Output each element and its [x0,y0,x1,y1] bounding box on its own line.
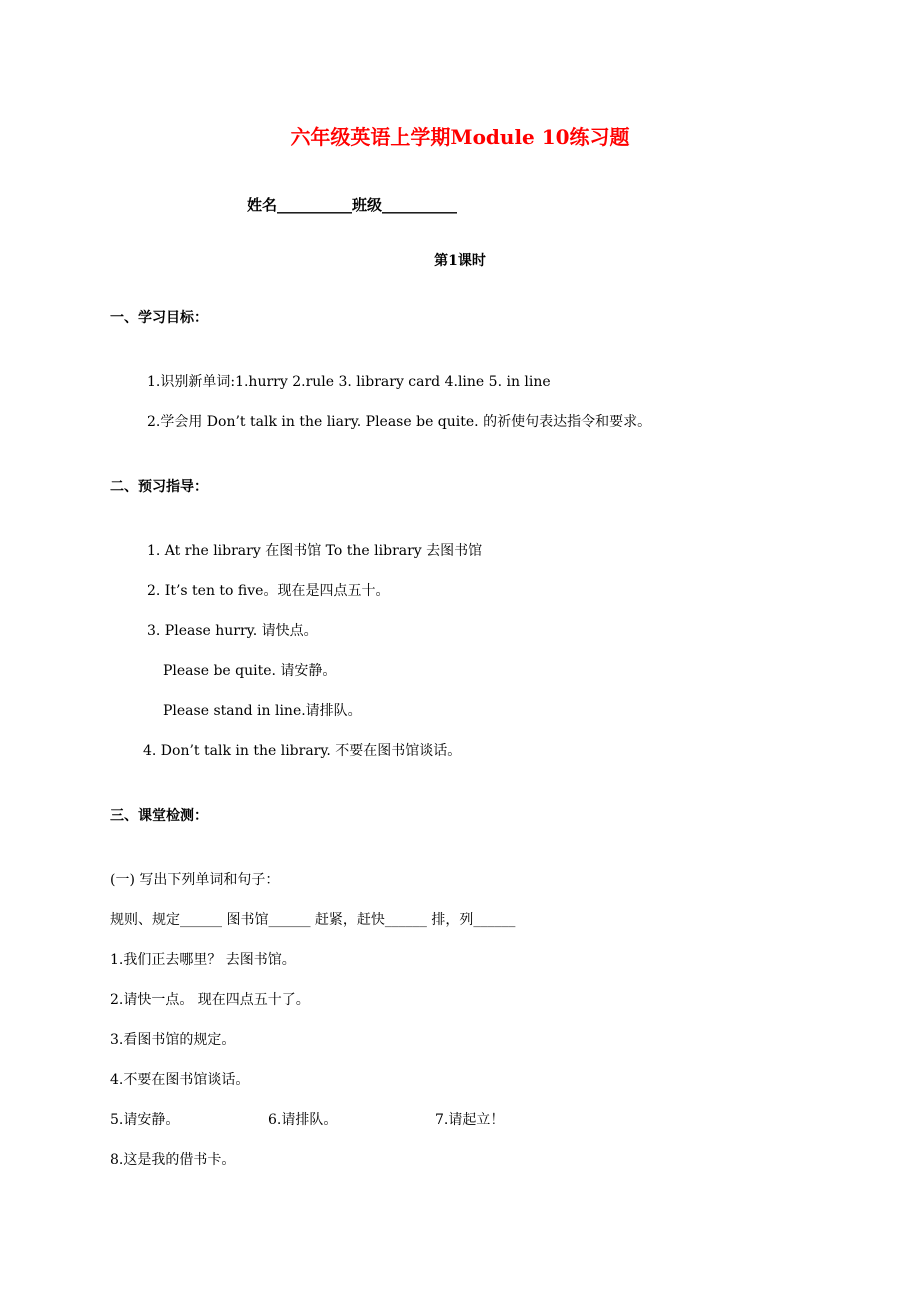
section2-item-4: 4. Don’t talk in the library. 不要在图书馆谈话。 [143,743,462,759]
section2-item-3b: Please be quite. 请安静。 [163,663,337,679]
section3-subheading: (一) 写出下列单词和句子： [110,872,280,888]
section1-heading: 一、学习目标： [110,310,208,326]
sentence-8: 8.这是我的借书卡。 [110,1152,236,1168]
section1-item-1: 1.识别新单词:1.hurry 2.rule 3. library card 4.line 5. in line [147,374,551,390]
section1-item-2: 2.学会用 Don’t talk in the liary. Please be quite. 的祈使句表达指令和要求。 [147,414,652,430]
student-info: 姓名__________班级__________ [247,196,458,214]
sentence-6: 6.请排队。 [268,1112,338,1128]
section2-item-1: 1. At rhe library 在图书馆 To the library 去图书馆 [147,543,483,559]
words-line: 规则、规定______ 图书馆______ 赶紧，赶快______ 排，列______ [110,912,516,928]
section2-heading: 二、预习指导： [110,479,208,495]
section2-item-3: 3. Please hurry. 请快点。 [147,623,318,639]
section2-item-3c: Please stand in line.请排队。 [163,703,362,719]
page-title: 六年级英语上学期Module 10练习题 [290,125,630,149]
sentence-7: 7.请起立！ [435,1112,505,1128]
sentence-4: 4.不要在图书馆谈话。 [110,1072,250,1088]
sentence-3: 3.看图书馆的规定。 [110,1032,236,1048]
section3-heading: 三、课堂检测： [110,808,208,824]
lesson-label: 第1课时 [434,253,486,269]
section2-item-2: 2. It’s ten to five。现在是四点五十。 [147,583,390,599]
sentence-1: 1.我们正去哪里？ 去图书馆。 [110,952,296,968]
sentence-2: 2.请快一点。 现在四点五十了。 [110,992,310,1008]
sentence-5: 5.请安静。 [110,1112,180,1128]
